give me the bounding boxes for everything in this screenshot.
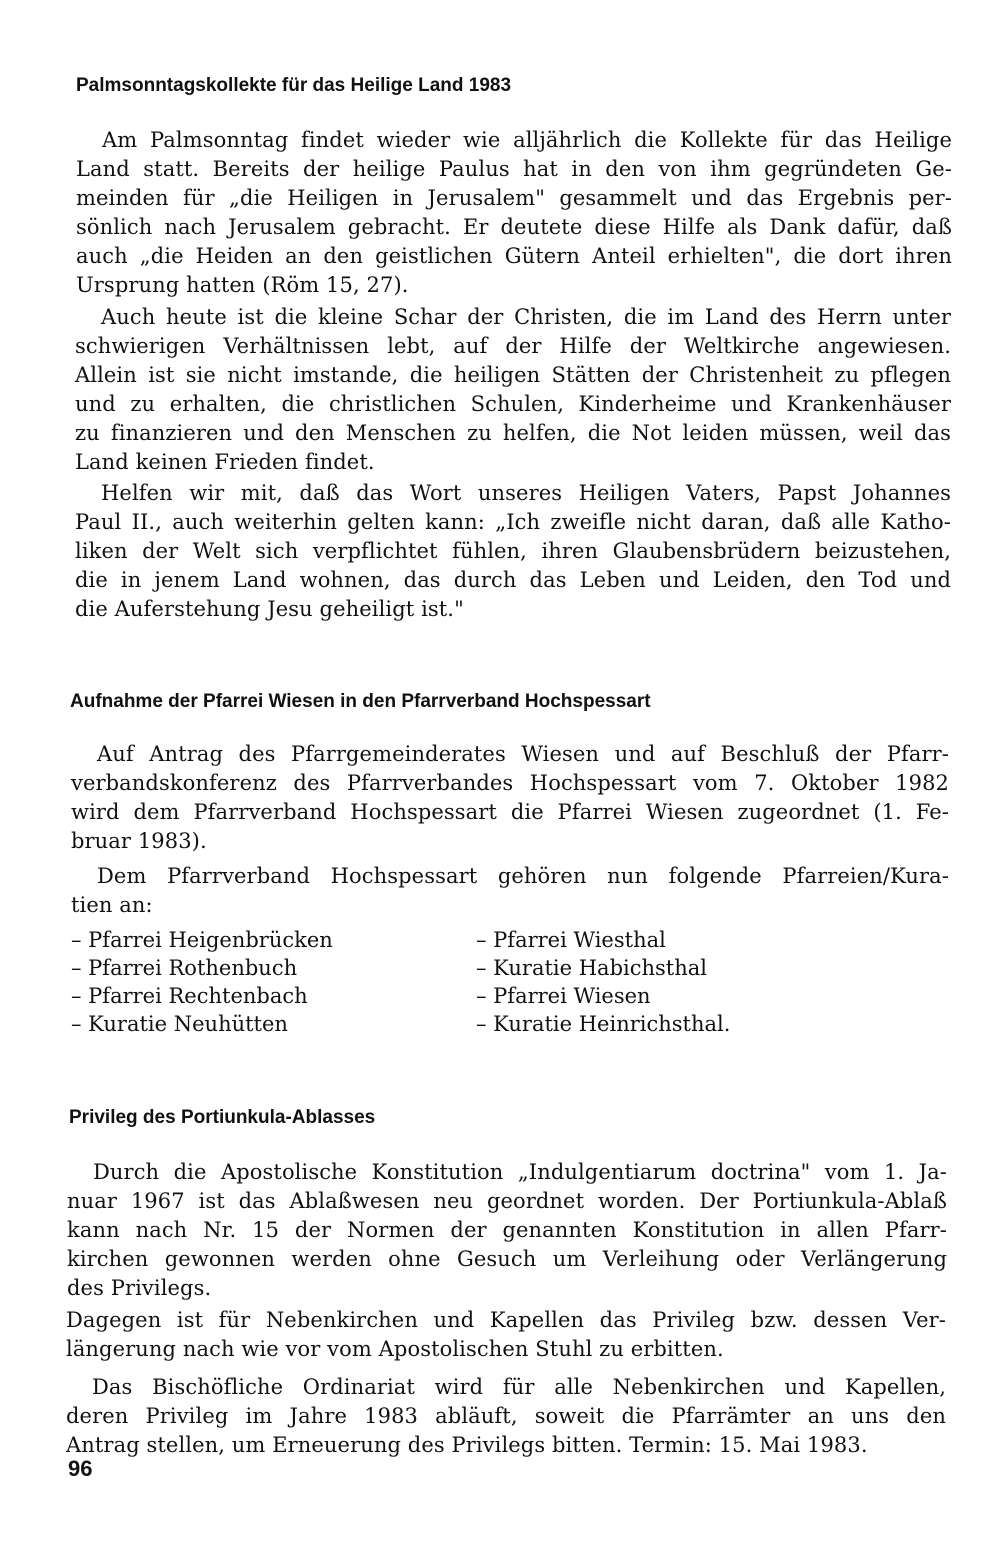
- text-line: Antrag stellen, um Erneuerung des Privilegs bitten. Termin: 15. Mai 1983.: [66, 1433, 868, 1457]
- text-line: kann nach Nr. 15 der Normen der genannten Konstitution in allen Pfarr-: [67, 1218, 947, 1242]
- paragraph: [76, 126, 952, 300]
- text-line: zu finanzieren und den Menschen zu helfen, die Not leiden müssen, weil das: [75, 421, 951, 445]
- text-line: Auf Antrag des Pfarrgemeinderates Wiesen und auf Beschluß der Pfarr-: [97, 742, 949, 766]
- text-line: auch „die Heiden an den geistlichen Gütern Anteil erhielten", die dort ihren: [76, 244, 952, 268]
- text-line: sönlich nach Jerusalem gebracht. Er deutete diese Hilfe als Dank dafür, daß: [76, 215, 952, 239]
- text-line: Land keinen Frieden findet.: [75, 450, 375, 474]
- parish-list-left: [71, 926, 333, 1038]
- paragraph: [67, 1158, 947, 1303]
- list-item: – Pfarrei Wiesthal: [476, 928, 666, 952]
- list-item: – Kuratie Heinrichsthal.: [476, 1012, 731, 1036]
- section-heading-aufnahme-pfarrei-wiesen: Aufnahme der Pfarrei Wiesen in den Pfarrverband Hochspessart: [70, 691, 651, 712]
- page-number: 96: [68, 1456, 93, 1481]
- text-line: wird dem Pfarrverband Hochspessart die Pfarrei Wiesen zugeordnet (1. Fe-: [71, 800, 949, 824]
- text-line: die in jenem Land wohnen, das durch das Leben und Leiden, den Tod und: [75, 568, 951, 592]
- text-line: Land statt. Bereits der heilige Paulus hat in den von ihm gegründeten Ge-: [76, 157, 952, 181]
- text-line: Helfen wir mit, daß das Wort unseres Heiligen Vaters, Papst Johannes: [101, 481, 951, 505]
- text-line: verbandskonferenz des Pfarrverbandes Hochspessart vom 7. Oktober 1982: [71, 771, 949, 795]
- text-line: meinden für „die Heiligen in Jerusalem" gesammelt und das Ergebnis per-: [76, 186, 952, 210]
- list-item: – Pfarrei Rothenbuch: [71, 956, 298, 980]
- text-line: Am Palmsonntag findet wieder wie alljährlich die Kollekte für das Heilige: [102, 128, 952, 152]
- text-line: Dem Pfarrverband Hochspessart gehören nun folgende Pfarreien/Kura-: [97, 864, 949, 888]
- text-line: nuar 1967 ist das Ablaßwesen neu geordnet worden. Der Portiunkula-Ablaß: [67, 1189, 947, 1213]
- text-line: deren Privileg im Jahre 1983 abläuft, soweit die Pfarrämter an uns den: [66, 1404, 946, 1428]
- paragraph: [66, 1306, 946, 1364]
- text-line: längerung nach wie vor vom Apostolischen Stuhl zu erbitten.: [66, 1337, 724, 1361]
- list-item: – Pfarrei Heigenbrücken: [71, 928, 333, 952]
- text-line: des Privilegs.: [67, 1276, 212, 1300]
- list-item: – Pfarrei Wiesen: [476, 984, 651, 1008]
- paragraph: [75, 303, 951, 477]
- list-item: – Pfarrei Rechtenbach: [71, 984, 308, 1008]
- text-line: kirchen gewonnen werden ohne Gesuch um Verleihung oder Verlängerung: [67, 1247, 947, 1271]
- text-line: Das Bischöfliche Ordinariat wird für alle Nebenkirchen und Kapellen,: [92, 1375, 946, 1399]
- text-line: liken der Welt sich verpflichtet fühlen, ihren Glaubensbrüdern beizustehen,: [75, 539, 951, 563]
- parish-list-right: [476, 926, 730, 1038]
- text-line: Dagegen ist für Nebenkirchen und Kapellen das Privileg bzw. dessen Ver-: [66, 1308, 946, 1332]
- paragraph: [66, 1373, 946, 1460]
- text-line: die Auferstehung Jesu geheiligt ist.": [75, 597, 464, 621]
- list-item: – Kuratie Habichsthal: [476, 956, 707, 980]
- text-line: und zu erhalten, die christlichen Schulen, Kinderheime und Krankenhäuser: [75, 392, 951, 416]
- section-heading-palmsonntagskollekte: Palmsonntagskollekte für das Heilige Land 1983: [76, 75, 512, 96]
- text-line: Paul II., auch weiterhin gelten kann: „Ich zweifle nicht daran, daß alle Katho-: [75, 510, 951, 534]
- paragraph: [75, 479, 951, 624]
- paragraph: [71, 740, 949, 856]
- text-line: Auch heute ist die kleine Schar der Christen, die im Land des Herrn unter: [101, 305, 951, 329]
- paragraph: [71, 862, 949, 920]
- list-item: – Kuratie Neuhütten: [71, 1012, 288, 1036]
- text-line: Ursprung hatten (Röm 15, 27).: [76, 273, 409, 297]
- text-line: Durch die Apostolische Konstitution „Indulgentiarum doctrina" vom 1. Ja-: [93, 1160, 947, 1184]
- text-line: Allein ist sie nicht imstande, die heiligen Stätten der Christenheit zu pflegen: [75, 363, 951, 387]
- text-line: schwierigen Verhältnissen lebt, auf der Hilfe der Weltkirche angewiesen.: [75, 334, 951, 358]
- section-heading-portiunkula-ablass: Privileg des Portiunkula-Ablasses: [69, 1107, 376, 1128]
- text-line: tien an:: [71, 893, 153, 917]
- text-line: bruar 1983).: [71, 829, 207, 853]
